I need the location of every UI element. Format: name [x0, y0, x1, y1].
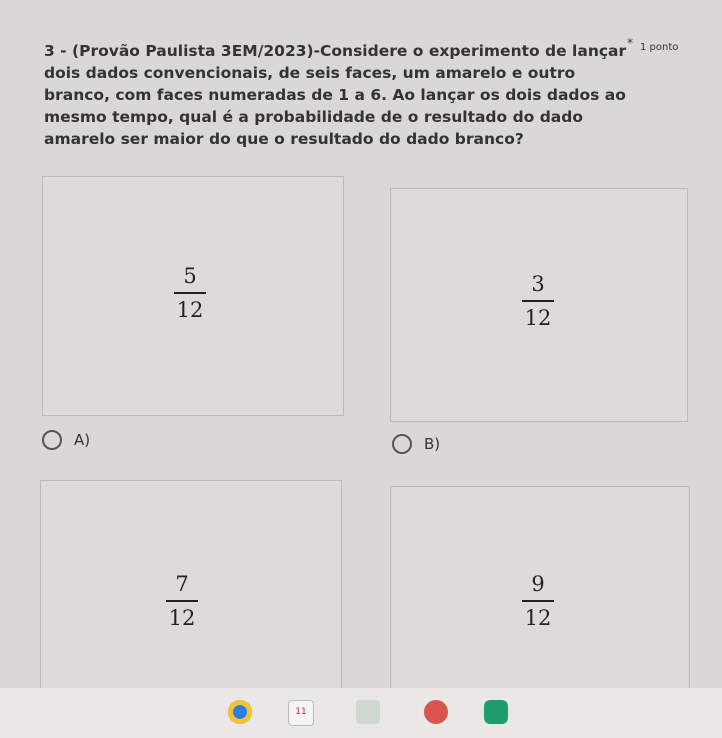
option-d-fraction	[508, 572, 568, 630]
option-b-numerator: 3	[531, 272, 545, 296]
calendar-day: 11	[295, 707, 307, 717]
option-b-denominator: 12	[524, 306, 552, 330]
question-text: 3 - (Provão Paulista 3EM/2023)-Considere o experimento de lançar dois dados convencionais, de seis faces, um amarelo e outro branco, com faces numeradas de 1 a 6. Ao lançar os dois dados ao mesmo tempo, qual é a probabilidade de o resultado do dado amarelo ser maior do que o resultado do dado branco?	[44, 42, 627, 148]
required-mark: *	[627, 36, 633, 50]
option-b-fraction-bar	[522, 300, 554, 302]
calendar-icon[interactable]	[288, 700, 314, 726]
game-icon[interactable]	[424, 700, 448, 724]
option-a-denominator: 12	[176, 298, 204, 322]
option-d-denominator: 12	[524, 606, 552, 630]
option-a[interactable]	[42, 430, 90, 450]
option-b-radio[interactable]	[392, 434, 412, 454]
option-a-numerator: 5	[183, 264, 197, 288]
chrome-icon[interactable]	[228, 700, 252, 724]
option-a-label: A)	[74, 431, 91, 449]
option-c-fraction-bar	[166, 600, 198, 602]
option-d-numerator: 9	[531, 572, 545, 596]
option-a-radio[interactable]	[42, 430, 62, 450]
option-b[interactable]	[392, 434, 440, 454]
video-call-icon[interactable]	[484, 700, 508, 724]
option-c-denominator: 12	[168, 606, 196, 630]
option-a-fraction	[160, 264, 220, 322]
option-b-label: B)	[424, 435, 441, 453]
option-a-fraction-bar	[174, 292, 206, 294]
option-d-fraction-bar	[522, 600, 554, 602]
drawing-app-icon[interactable]	[356, 700, 380, 724]
points-label: 1 ponto	[640, 42, 679, 53]
option-b-fraction	[508, 272, 568, 330]
option-c-numerator: 7	[175, 572, 189, 596]
option-c-fraction	[152, 572, 212, 630]
